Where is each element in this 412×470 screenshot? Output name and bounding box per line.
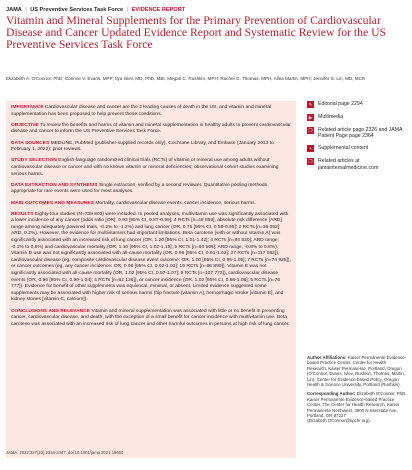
section-heading: STUDY SELECTION [11,158,57,164]
supplemental-icon: + [307,145,314,152]
author-affiliations [307,355,407,428]
header-separator-2: | [126,7,129,13]
related-articles-icon: ❐ [308,159,313,165]
citation-line: JAMA. 2022;327(23):2334-2347. doi:10.1001/jama.2021.15650 [6,450,124,455]
abstract-data-sources [11,141,291,154]
section-text: Single extraction, verified by a second reviewer. Quantitative pooling methods appropriate for rare events were used for most analyses. [11,182,268,195]
abstract-results [11,212,291,304]
abstract-extraction [11,183,291,196]
journal-name: JAMA [6,7,22,13]
affiliations-text: Kaiser Permanente Evidence-based Practice Center, Center for Health Research, Kaiser Permanente, Portland, Oregon (O'Connor, Evans, Ivlev, Rushkin, Thomas, Martin, Lin); Center for Evidence-based Policy, Oregon Health & Science University, Portland (Rushkin). [307,355,407,388]
corresponding-author-text: Elizabeth O'Connor, PhD, Kaiser Permanente Evidence-based Practice Center, The Center for Health Research, Kaiser Permanente Northwest, 3800 N Interstate Ave, Portland, OR 97227 (Elizabeth.OConnor@kpchr.org). [307,391,407,424]
author-list: Elizabeth A. O'Connor, PhD; Corinne V. Evans, MPP; Ilya Ivlev, MD, PhD, MBI; Megan C. Rushkin, MPH; Rachel G. Thomas, MPH; Allea Martin, MPH; Jennifer S. Lin, MD, MCR [6,76,366,81]
journal-header [6,7,406,13]
sidebar-item-label: Related articles at jamainternalmedicine.com [318,158,379,171]
related-article-icon: ❐ [308,128,313,133]
sidebar-item-related-articles[interactable] [307,158,407,170]
section-text: Mortality, cardiovascular disease events, cancer incidence, serious harms. [95,200,256,206]
abstract-outcomes [11,201,291,208]
affiliations-paragraph [307,355,407,387]
section-text: English-language randomized clinical trials (RCTs) of vitamin or mineral use among adults without cardiovascular disease or cancer and with no known vitamin or mineral deficiencies; observational cohort studies examining serious harms. [11,158,279,177]
section-text: Vitamin and mineral supplementation was associated with little or no benefit in preventing cancer, cardiovascular disease, and death, with the exception of a small benefit for cancer incidence with multivitamin use. Beta carotene was associated with an increased risk of lung cancer and other harmful outcomes in persons at high risk of lung cancer. [11,308,290,327]
section-heading: IMPORTANCE [11,105,44,110]
section-heading: MAIN OUTCOMES AND MEASURES [11,200,94,206]
sidebar-item-label: Supplemental content [318,145,369,152]
section-heading: OBJECTIVE [11,122,39,128]
affiliations-heading: Author Affiliations: [307,355,347,360]
abstract-objective [11,123,291,136]
section-heading: CONCLUSIONS AND RELEVANCE [11,308,91,314]
abstract-box [6,101,296,458]
article-title: Vitamin and Mineral Supplements for the Primary Prevention of Cardiovascular Disease and Cancer Updated Evidence Report and Systematic Review for the US Preventive Services Task Force [6,14,387,52]
corresponding-author-paragraph [307,391,407,423]
header-separator: | [25,7,27,13]
section-heading: DATA SOURCES [11,140,50,146]
section-text: Eighty-four studies (N=739 803) were included. In pooled analyses, multivitamin use was significantly associated with a lower incidence of any cancer (odds ratio [OR], 0.93 [95% CI, 0.87-0.99]; 4 RCTs [n=48 859], absolute risk difference [ARD] range among adequately powered trials, -0.2% to -1.2%) and lung cancer (OR, 0.75 [95% CI, 0.58-0.95]; 2 RCTs [n=36 052]; ARD, 0.2%). However, the evidence for multivitamins had important limitations. Beta carotene (with or without vitamin A) was significantly associated with an increased risk of lung cancer (OR, 1.20 [95% CI, 1.01-1.42]; 4 RCTs [n=94 830]; ARD range, -0.1% to 0.6%) and cardiovascular mortality (OR, 1.10 [95% CI, 1.02-1.19]; 5 RCTs [n=94 506]; ARD range, -0.8% to 0.8%). Vitamin D use was not significantly associated with all-cause mortality (OR, 0.96 [95% CI, 0.91-1.02]; 27 RCTs [n=117 082]), cardiovascular disease (eg, composite cardiovascular disease event outcome: OR, 1.00 [95% CI, 0.95-1.05]; 7 RCTs [n=74 925]), or cancer outcomes (eg, any cancer incidence: OR, 0.98 [95% CI, 0.92-1.03]; 19 RCTs [n=86 899]). Vitamin E was not significantly associated with all-cause mortality (OR, 1.02 [95% CI, 0.97-1.07]; 9 RCTs [n=107 772]), cardiovascular disease events (OR, 0.96 [95% CI, 0.90-1.04]; 4 RCTs [n=62 136]), or cancer incidence (OR, 1.02 [95% CI, 0.98-1.08]; 5 RCTs [n=76 777]). Evidence for benefit of other supplements was equivocal, minimal, or absent. Limited evidence suggested some supplements may be associated with higher risk of serious harms (hip fracture [vitamin A], hemorrhagic stroke [vitamin E], and kidney stones [vitamin C, calcium]). [11,211,291,303]
abstract-importance [11,105,291,118]
abstract-conclusions [11,309,291,329]
section-text: To review the benefits and harms of vitamin and mineral supplementation in healthy adults to prevent cardiovascular disease and cancer to inform the US Preventive Services Task Force. [11,122,291,135]
article-type: EVIDENCE REPORT [131,7,186,13]
sidebar-item-multimedia[interactable] [307,114,407,121]
header-source: US Preventive Services Task Force [30,7,124,13]
sidebar-item-label: Editorial page 2294 [318,101,363,107]
sidebar-item-supplemental[interactable] [307,145,407,152]
sidebar-item-label: Multimedia [318,114,344,120]
section-heading: DATA EXTRACTION AND SYNTHESIS [11,182,98,188]
section-text: MEDLINE, PubMed (publisher-supplied records only), Cochrane Library, and Embase (January 2013 to February 1, 2022); prior reviews. [11,140,274,153]
corresponding-author-heading: Corresponding Author: [307,391,356,397]
abstract-study-selection [11,158,291,178]
section-heading: RESULTS [11,211,34,217]
sidebar-item-editorial[interactable] [307,101,407,108]
multimedia-icon: ▶ [308,115,313,120]
editorial-icon: ✎ [308,102,313,107]
section-text: Cardiovascular disease and cancer are the 2 leading causes of death in the US, and vitamin and mineral supplementation has been proposed to help prevent these conditions. [11,105,272,117]
sidebar-links [307,101,407,177]
sidebar-item-label: Related article page 2326 and JAMA Patient Page page 2364 [318,127,403,140]
sidebar-item-related-article[interactable] [307,127,407,139]
